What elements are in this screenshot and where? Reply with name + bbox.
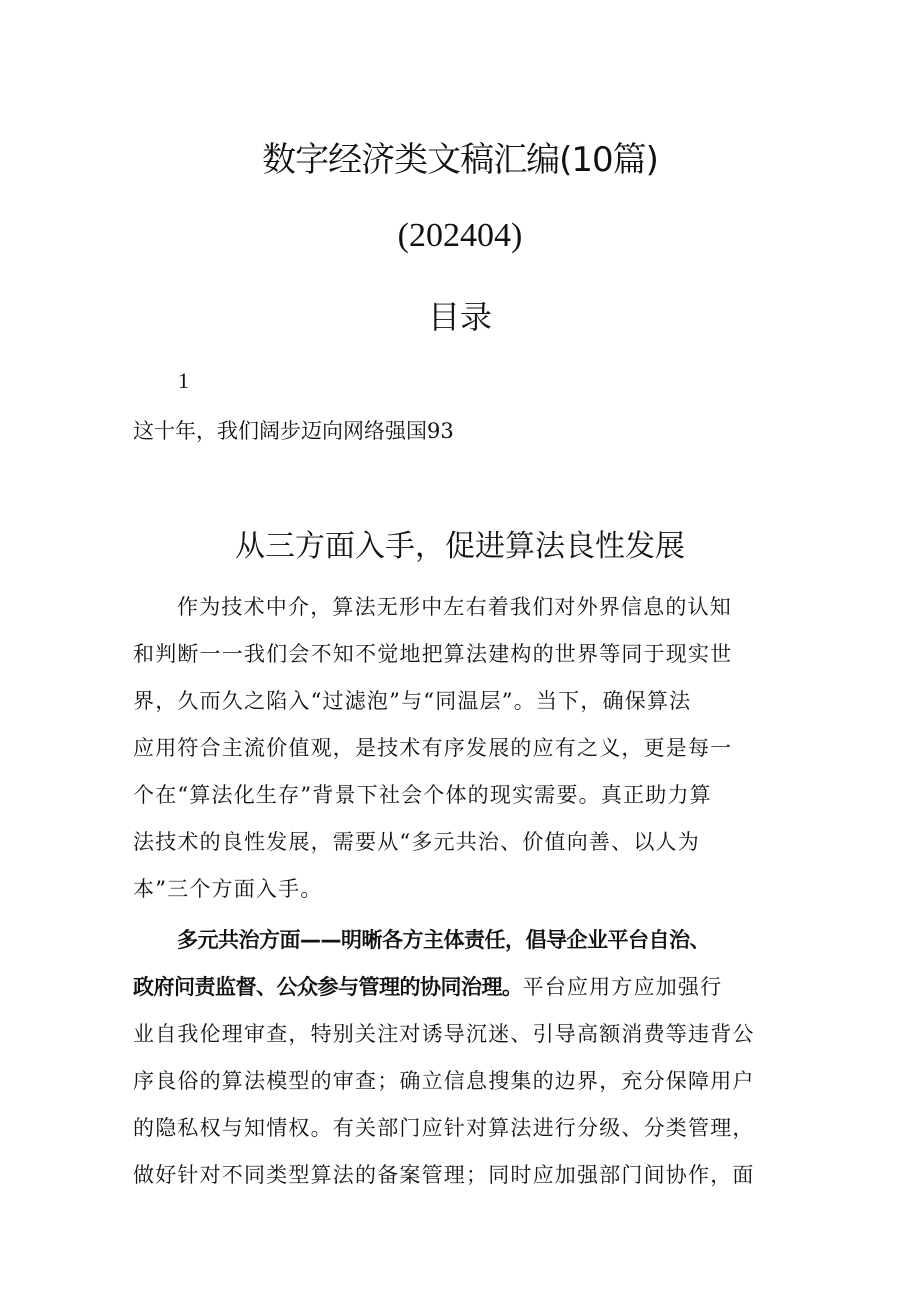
article-paragraph-2 <box>133 917 783 1199</box>
document-date: (202404) <box>397 217 523 254</box>
paragraph-line: 做好针对不同类型算法的备案管理；同时应加强部门间协作，面 <box>133 1163 755 1187</box>
paragraph-line: 法技术的良性发展，需要从“多元共治、价值向善、以人为 <box>133 830 700 854</box>
paragraph-line: 本”三个方面入手。 <box>133 877 323 901</box>
paragraph-line: 界，久而久之陷入“过滤泡”与“同温层”。当下，确保算法 <box>133 689 692 713</box>
paragraph-line: 个在“算法化生存”背景下社会个体的现实需要。真正助力算 <box>133 783 712 807</box>
document-title: 数字经济类文稿汇编(10篇) <box>262 140 658 180</box>
paragraph-line: 业自我伦理审查，特别关注对诱导沉迷、引导高额消费等违背公 <box>133 1022 755 1046</box>
toc-item-number: 1 <box>178 368 189 393</box>
paragraph-text: 平台应用方应加强行 <box>522 975 723 999</box>
toc-item-entry[interactable]: 这十年，我们阔步迈向网络强国93 <box>133 419 454 443</box>
paragraph-line: 的隐私权与知情权。有关部门应针对算法进行分级、分类管理， <box>133 1116 755 1140</box>
paragraph-bold-lead: 多元共治方面——明晰各方主体责任，倡导企业平台自治、 <box>177 928 710 952</box>
article-title: 从三方面入手，促进算法良性发展 <box>235 529 685 564</box>
paragraph-line: 作为技术中介，算法无形中左右着我们对外界信息的认知 <box>177 595 732 619</box>
paragraph-line <box>133 964 783 1011</box>
paragraph-line: 序良俗的算法模型的审查；确立信息搜集的边界，充分保障用户 <box>133 1069 755 1093</box>
toc-heading: 目录 <box>427 298 492 336</box>
paragraph-bold-lead-end: 政府问责监督、公众参与管理的协同治理。 <box>133 975 523 999</box>
paragraph-line: 和判断一一我们会不知不觉地把算法建构的世界等同于现实世 <box>133 642 733 666</box>
article-paragraph-1 <box>133 584 783 913</box>
paragraph-line: 应用符合主流价值观，是技术有序发展的应有之义，更是每一 <box>133 736 733 760</box>
